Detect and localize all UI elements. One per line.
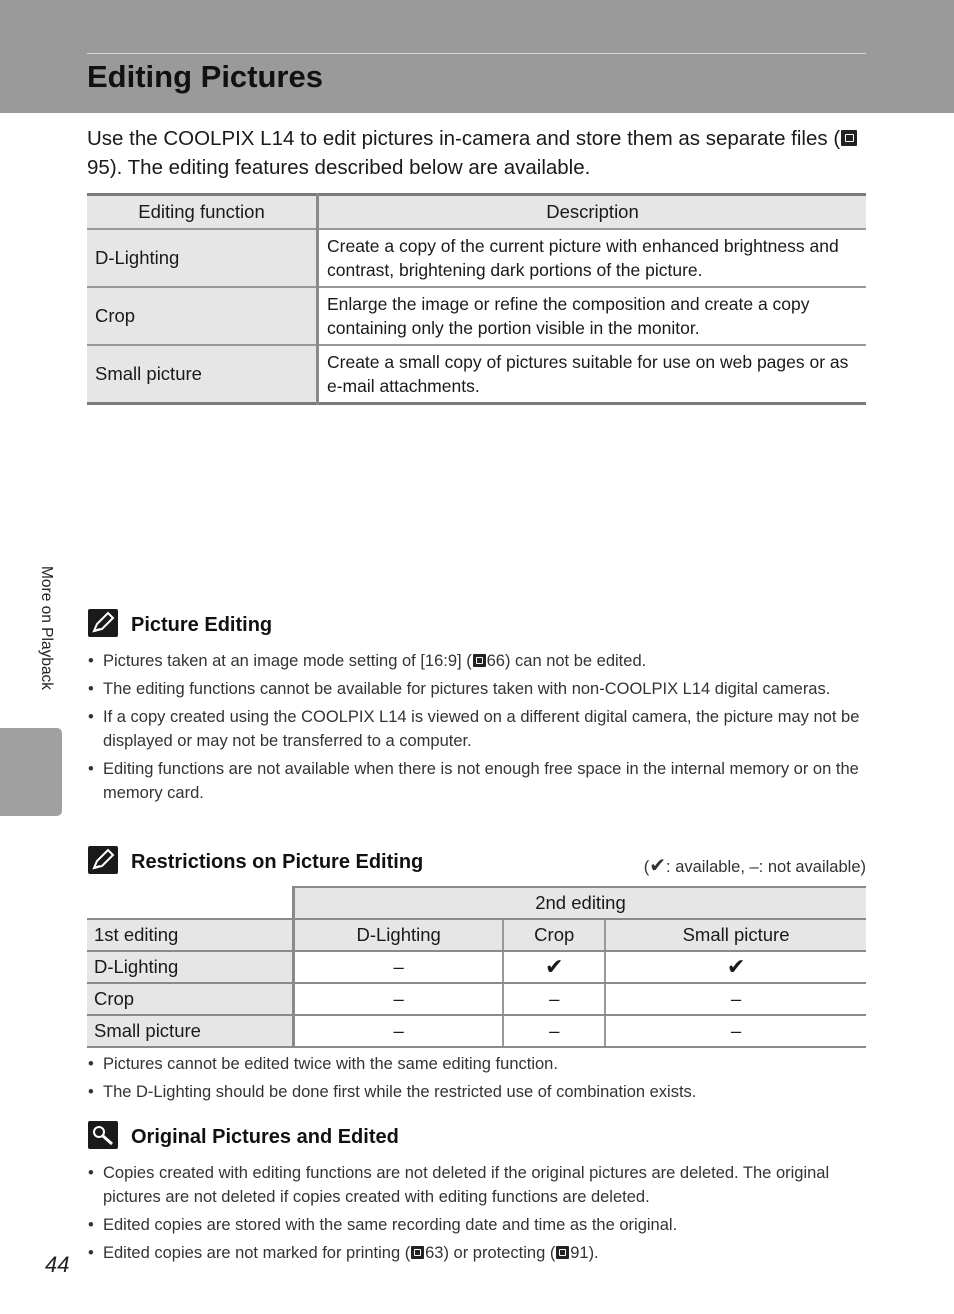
table-cell: –: [605, 983, 866, 1015]
second-editing-header: 2nd editing: [294, 887, 867, 919]
second-editing-header-row: [87, 887, 866, 919]
restrictions-table: [87, 886, 866, 1048]
bullet-text-end: ) can not be edited.: [504, 652, 647, 670]
restrictions-list: [87, 1052, 867, 1108]
table-cell: –: [503, 983, 605, 1015]
table-row: [87, 1015, 866, 1047]
first-editing-header: 1st editing: [87, 919, 294, 951]
pencil-note-icon: [88, 846, 118, 874]
bullet-ref: 91: [570, 1244, 589, 1262]
bullet-text-end: ).: [588, 1244, 599, 1262]
side-tab-label: More on Playback: [38, 566, 55, 691]
availability-legend: [644, 853, 866, 878]
table-cell: –: [503, 1015, 605, 1047]
page-reference-icon: [556, 1246, 569, 1259]
legend-open: (: [643, 858, 650, 876]
check-icon: ✔: [503, 951, 605, 983]
original-pictures-list: [87, 1161, 867, 1269]
list-item: • Pictures cannot be edited twice with the same editing function.: [87, 1052, 867, 1076]
table-row: [87, 287, 866, 345]
check-icon: ✔: [605, 951, 866, 983]
table-cell: –: [294, 983, 504, 1015]
side-tab: [0, 728, 62, 816]
page-reference-icon: [411, 1246, 424, 1259]
picture-editing-list: [87, 649, 867, 809]
list-item: • The editing functions cannot be available for pictures taken with non-COOLPIX L14 digital cameras.: [87, 677, 867, 701]
bullet-ref: 66: [486, 652, 505, 670]
picture-editing-title: Picture Editing: [131, 614, 273, 636]
function-description: Create a small copy of pictures suitable for use on web pages or as e-mail attachments.: [327, 352, 849, 396]
intro-text: Use the COOLPIX L14 to edit pictures in-camera and store them as separate files (: [87, 127, 841, 150]
bullet-text-mid: ) or protecting (: [443, 1244, 556, 1262]
restrictions-title: Restrictions on Picture Editing: [131, 851, 424, 873]
header-editing-function: Editing function: [87, 195, 318, 230]
bullet-text: Pictures taken at an image mode setting of [16:9] (: [103, 652, 472, 670]
table-cell: –: [605, 1015, 866, 1047]
bullet-text: Edited copies are not marked for printing (: [103, 1244, 411, 1262]
table-row: [87, 229, 866, 287]
column-header: Crop: [503, 919, 605, 951]
intro-text-end: ). The editing features described below are available.: [109, 156, 591, 179]
pencil-note-icon: [88, 609, 118, 637]
function-description: Enlarge the image or refine the composition and create a copy containing only the portion visible in the monitor.: [318, 287, 867, 345]
page-number: 44: [45, 1252, 70, 1277]
function-name: Small picture: [87, 345, 318, 404]
list-item: • Copies created with editing functions are not deleted if the original pictures are deleted. The original pictures are not deleted if copies created with editing functions are deleted.: [87, 1161, 867, 1209]
list-item: [87, 1241, 867, 1265]
table-header-row: [87, 195, 866, 230]
list-item: [87, 649, 867, 673]
legend-text: : available, –: not available): [666, 858, 866, 876]
table-cell: –: [294, 1015, 504, 1047]
blank-header-cell: [87, 887, 294, 919]
table-row: [87, 345, 866, 404]
table-cell: –: [294, 951, 504, 983]
function-description: Create a copy of the current picture with enhanced brightness and contrast, brightening dark portions of the picture.: [318, 229, 867, 287]
column-header: D-Lighting: [294, 919, 504, 951]
table-row: [87, 951, 866, 983]
table-row: [87, 983, 866, 1015]
page-reference-icon: [841, 130, 857, 146]
intro-ref: 95: [87, 156, 110, 179]
intro-paragraph: [87, 124, 877, 182]
page-title: Editing Pictures: [87, 59, 323, 94]
header-description: Description: [318, 195, 867, 230]
original-pictures-title: Original Pictures and Edited: [131, 1126, 399, 1148]
row-label: D-Lighting: [87, 951, 294, 983]
list-item: • Edited copies are stored with the same recording date and time as the original.: [87, 1213, 867, 1237]
column-header-row: [87, 919, 866, 951]
list-item: • If a copy created using the COOLPIX L14 is viewed on a different digital camera, the picture may not be displayed or may not be transferred to a computer.: [87, 705, 867, 753]
column-header: Small picture: [605, 919, 866, 951]
editing-functions-table: [87, 193, 866, 405]
header-rule: [87, 53, 866, 54]
header-band: [0, 0, 954, 113]
list-item: • Editing functions are not available when there is not enough free space in the internal memory or on the memory card.: [87, 757, 867, 805]
bullet-ref: 63: [425, 1244, 444, 1262]
row-label: Crop: [87, 983, 294, 1015]
function-name: Crop: [87, 287, 318, 345]
list-item: • The D-Lighting should be done first while the restricted use of combination exists.: [87, 1080, 867, 1104]
page-reference-icon: [473, 654, 486, 667]
function-name: D-Lighting: [87, 229, 318, 287]
row-label: Small picture: [87, 1015, 294, 1047]
check-icon: ✔: [649, 855, 667, 877]
magnifier-tip-icon: [88, 1121, 118, 1149]
